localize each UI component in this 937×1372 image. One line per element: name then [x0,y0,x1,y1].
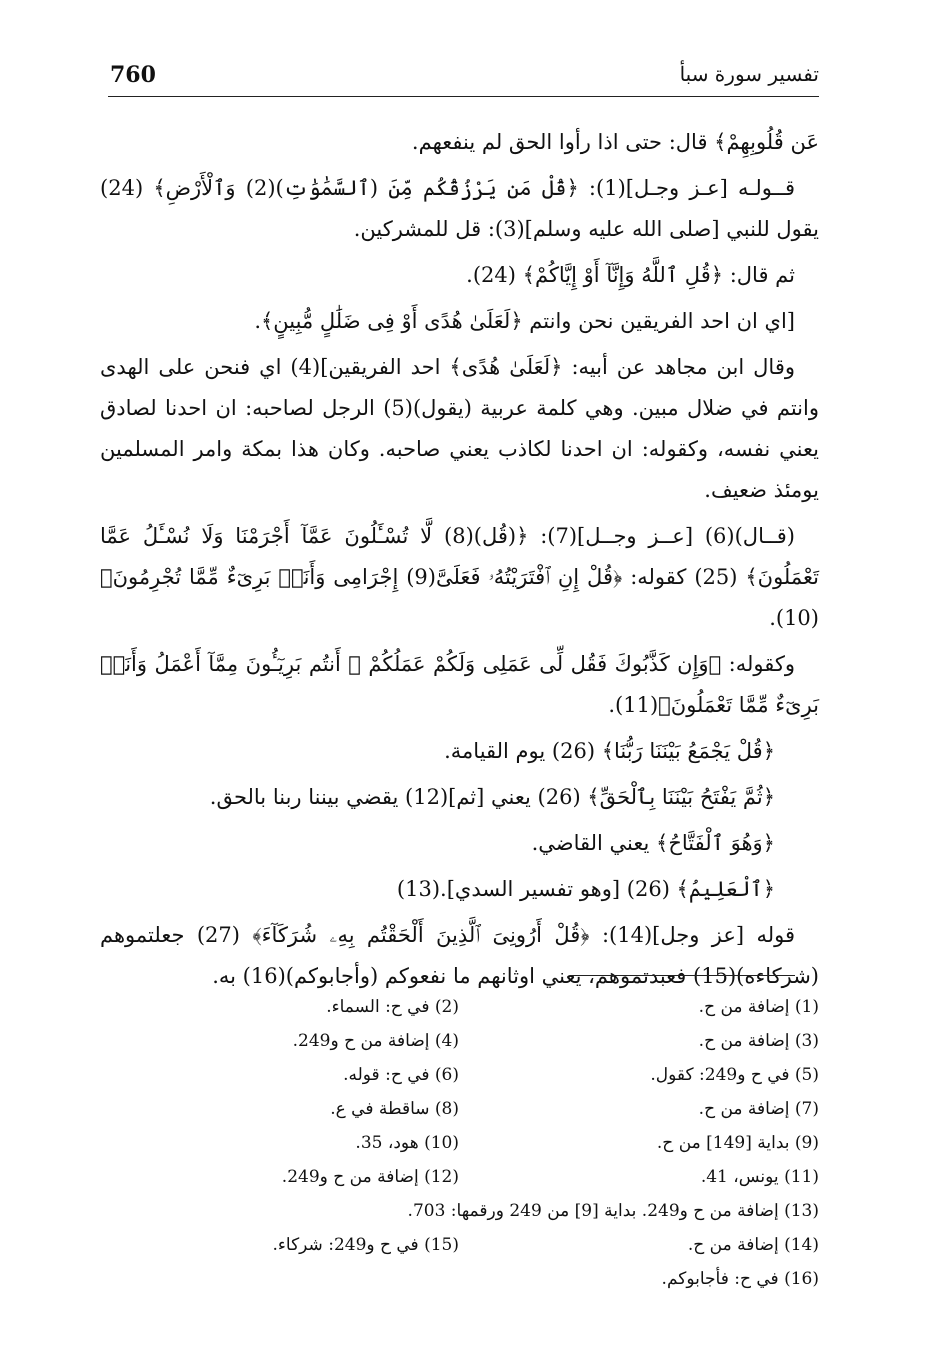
header-rule [108,96,819,97]
paragraph: ﴿وَهُوَ ٱلْفَتَّاحُ﴾ يعني القاضي. [531,831,775,855]
paragraph: ﴿ٱلْعَلِيمُ﴾ (26) [وهو تفسير السدي].(13) [396,877,775,901]
footnote: (8) ساقطة في ع. [330,1099,459,1119]
footnote-row [99,1262,819,1296]
footnote: (11) يونس، 41. [700,1167,819,1187]
footnote: (12) إضافة من ح و249. [281,1167,459,1187]
paragraph: (قــال)(6) [عــز وجــل](7): ﴿(قُل)(8) لَّا تُسْـَٔلُونَ عَمَّآ أَجْرَمْنَا وَلَا نُسْـَٔلُ عَمَّا تَعْمَلُونَ﴾ (25) كقوله: ﴿قُلْ إِنِ ٱفْتَرَيْتُهُۥ فَعَلَىَّ(9) إِجْرَامِى وَأَنَا۠ بَرِىٓءٌ مِّمَّا تُجْرِمُونَ﴾(10). [100,524,819,630]
paragraph: ثم قال: ﴿قُلِ ٱللَّهُ وَإِنَّآ أَوْ إِيَّاكُمْ﴾ (24). [466,263,795,287]
footnote: (7) إضافة من ح. [698,1099,819,1119]
paragraph: قــولـه [عـز وجـل](1): ﴿قُلْ مَن يَرْزُقُكُم مِّنَ (ٱلسَّمَٰوَٰتِ)(2) وَٱلْأَرْضِ﴾ (24) يقول للنبي [صلى الله عليه وسلم](3): قل للمشركين. [100,176,819,241]
footnote-row [99,1194,819,1228]
main-text [100,122,819,1002]
running-title: تفسير سورة سبأ [679,62,819,86]
footnote: (16) في ح: فأجابوكم. [661,1269,819,1289]
page-number: 760 [110,62,156,88]
footnote: (1) إضافة من ح. [698,997,819,1017]
footnote: (10) هود، 35. [355,1133,459,1153]
paragraph: ﴿ثُمَّ يَفْتَحُ بَيْنَنَا بِٱلْحَقِّ﴾ (26) يعني [ثم](12) يقضي بيننا ربنا بالحق. [209,785,775,809]
page-header [110,62,819,90]
footnote-row [99,1228,819,1262]
footnote-row [99,1160,819,1194]
paragraph: وكقوله: ﴿وَإِن كَذَّبُوكَ فَقُل لِّى عَمَلِى وَلَكُمْ عَمَلُكُمْ ۖ أَنتُم بَرِيٓـُٔونَ مِمَّآ أَعْمَلُ وَأَنَا۠ بَرِىٓءٌ مِّمَّا تَعْمَلُونَ﴾(11). [100,652,819,717]
footnote: (5) في ح و249: كقول. [650,1065,819,1085]
footnotes [99,990,819,1296]
paragraph: ﴿قُلْ يَجْمَعُ بَيْنَنَا رَبُّنَا﴾ (26) يوم القيامة. [444,739,775,763]
footnote-row [99,1092,819,1126]
footnote: (14) إضافة من ح. [687,1235,819,1255]
footnote: (4) إضافة من ح و249. [292,1031,459,1051]
footnote-row [99,990,819,1024]
paragraph: عَن قُلُوبِهِمْ﴾ قال: حتى اذا رأوا الحق لم ينفعهم. [411,130,819,154]
footnote: (15) في ح و249: شركاء. [272,1235,459,1255]
footnote-row [99,1058,819,1092]
footnote: (9) بداية [149] من ح. [656,1133,819,1153]
footnote: (13) إضافة من ح و249. بداية [9] من 249 ورقمها: 703. [407,1201,819,1221]
footnote: (3) إضافة من ح. [698,1031,819,1051]
footnote: (2) في ح: السماء. [326,997,459,1017]
paragraph: [اي ان احد الفريقين نحن وانتم ﴿لَعَلَىٰ هُدًى أَوْ فِى ضَلَٰلٍ مُّبِينٍ﴾. [254,309,795,333]
footnote-rule [570,975,795,976]
paragraph: قوله [عز وجل](14): ﴿قُلْ أَرُونِىَ ٱلَّذِينَ أَلْحَقْتُم بِهِۦ شُرَكَآءَ﴾ (27) جعلتموهم (شركاءه)(15) فعبدتموهم، يعني اوثانهم ما نفعوكم (وأجابوكم)(16) به. [100,923,819,988]
footnote: (6) في ح: قوله. [343,1065,459,1085]
paragraph: وقال ابن مجاهد عن أبيه: ﴿لَعَلَىٰ هُدًى﴾ احد الفريقين](4) اي فنحن على الهدى وانتم في ضلال مبين. وهي كلمة عربية (يقول)(5) الرجل لصاحبه: ان احدنا لصادق يعني نفسه، وكقوله: ان احدنا لكاذب يعني صاحبه. وكان هذا بمكة وامر المسلمين يومئذ ضعيف. [100,355,819,502]
footnote-row [99,1126,819,1160]
footnote-row [99,1024,819,1058]
